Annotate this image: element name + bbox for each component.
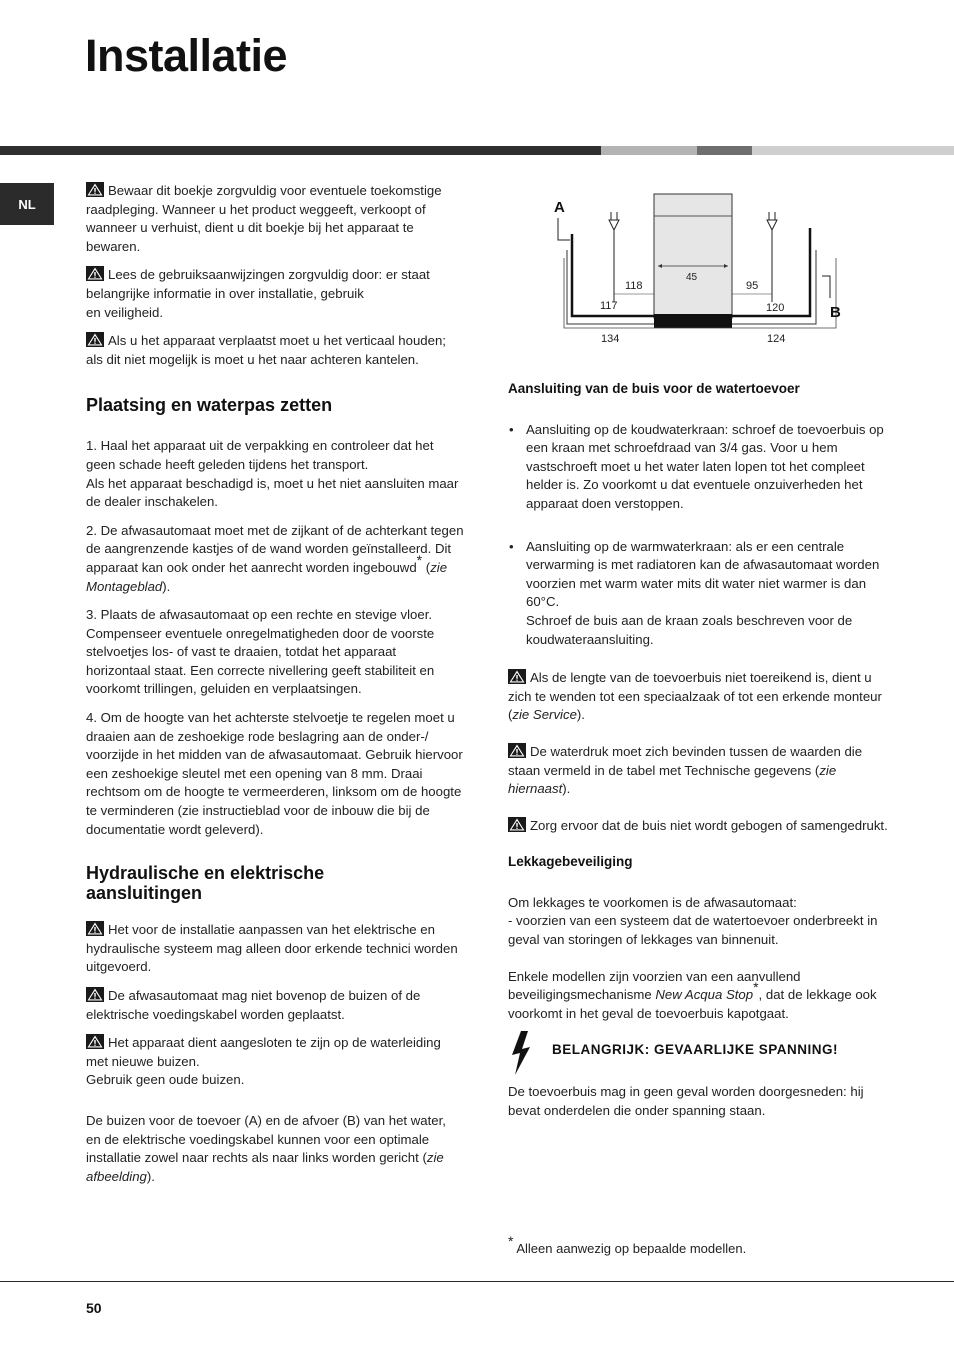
high-voltage-icon bbox=[508, 1029, 534, 1083]
warning-placement bbox=[86, 987, 464, 1024]
asterisk: * bbox=[753, 978, 759, 995]
section-heading-placement: Plaatsing en waterpas zetten bbox=[86, 395, 333, 416]
step-text: 2. De afwasautomaat moet met de zijkant of de achterkant tegen de aangrenzende kastjes of de wand worden geïnstalleerd. Dit apparaat kan ook onder het aanrecht worden ingebouwd bbox=[86, 522, 464, 575]
paragraph-text: , dat de lekkage ook voorkomt in het geval de toevoerbuis kapotgaat. bbox=[508, 987, 877, 1021]
reference-figure: zie afbeelding bbox=[86, 1150, 444, 1184]
reference-mounting-sheet: zie Montageblad bbox=[86, 559, 448, 594]
hoses-direction bbox=[86, 1112, 464, 1186]
page-number: 50 bbox=[86, 1300, 102, 1316]
note-transport bbox=[86, 332, 464, 369]
section-heading-connections: Hydraulische en elektrische aansluitingen bbox=[86, 863, 325, 904]
header-bar-light bbox=[601, 146, 697, 155]
dim-95: 95 bbox=[746, 280, 759, 292]
warning-icon bbox=[86, 182, 104, 197]
list-item-text: Aansluiting op de koudwaterkraan: schroef de toevoerbuis op een kraan met schroefdraad van 3/4 gas. Voor u hem vastschroeft moet u het water laten lopen tot het compleet helder is. Zo voorkomt u dat eventuele onzuiverheden het apparaat doen verstoppen. bbox=[526, 421, 884, 511]
list-item bbox=[508, 538, 888, 650]
installation-diagram bbox=[550, 190, 850, 350]
warning-text: Het apparaat dient aangesloten te zijn op de waterleiding met nieuwe buizen. bbox=[86, 1035, 441, 1069]
right-column bbox=[508, 380, 888, 1130]
warning-text: Gebruik geen oude buizen. bbox=[86, 1072, 245, 1088]
paren-close: ). bbox=[562, 781, 571, 797]
reference-alongside: zie hiernaast bbox=[508, 762, 837, 797]
label-a: A bbox=[554, 199, 565, 216]
header-bar-light-end bbox=[752, 146, 954, 155]
warning-icon bbox=[508, 743, 526, 758]
list-item-text: Aansluiting op de warmwaterkraan: als er een centrale verwarming is met radiatoren kan de afwasautomaat worden voorzien met warm water mits dit water niet warmer is dan 60°C. bbox=[526, 538, 880, 610]
danger-header bbox=[508, 1029, 888, 1083]
step-text: Als het apparaat beschadigd is, moet u het niet aansluiten maar de dealer inschakelen. bbox=[86, 475, 459, 510]
language-tab: NL bbox=[0, 183, 54, 225]
danger-heading: BELANGRIJK: GEVAARLIJKE SPANNING! bbox=[552, 1042, 839, 1058]
footnote bbox=[508, 1232, 747, 1256]
warning-icon bbox=[86, 332, 104, 347]
paragraph-text: - voorzien van een systeem dat de watertoevoer onderbreekt in geval van storingen of lekkages van binnenuit. bbox=[508, 913, 878, 948]
warning-icon bbox=[508, 817, 526, 832]
warning-text: Zorg ervoor dat de buis niet wordt gebogen of samengedrukt. bbox=[530, 817, 888, 833]
step-4: 4. Om de hoogte van het achterste stelvoetje te regelen moet u draaien aan de zeshoekige rode beslagring aan de onder-/ voorzijde in het midden van de afwasautomaat. Gebruik hiervoor een zeshoekige sleutel met een opening van 8 mm. Draai rechtsom om de hoogte te vermeerderen, linksom om de hoogte te verminderen (zie instructieblad voor de inbouw die bij de documentatie wordt geleverd). bbox=[86, 710, 463, 837]
leak-paragraph-2 bbox=[508, 968, 888, 1024]
warning-text: De waterdruk moet zich bevinden tussen de waarden die staan vermeld in de tabel met Technische gegevens ( bbox=[508, 743, 863, 778]
reference-service: zie Service bbox=[512, 707, 577, 723]
leak-paragraph-1 bbox=[508, 894, 888, 950]
paren-close: ). bbox=[576, 707, 585, 723]
paragraph-text: Enkele modellen zijn voorzien van een aanvullend beveiligingsmechanisme bbox=[508, 968, 801, 1003]
warning-icon bbox=[86, 921, 104, 936]
section-heading-water-supply: Aansluiting van de buis voor de watertoevoer bbox=[508, 381, 800, 396]
tap-left-icon bbox=[609, 212, 619, 302]
connection-list bbox=[508, 421, 888, 650]
warning-icon bbox=[86, 987, 104, 1002]
left-column bbox=[86, 182, 464, 1196]
dim-117: 117 bbox=[600, 300, 618, 312]
dim-124: 124 bbox=[767, 333, 786, 345]
note-text: Bewaar dit boekje zorgvuldig voor eventuele toekomstige raadpleging. Wanneer u het product weggeeft, verkoopt of wanneer u verhuist, dient u dit boekje bij het apparaat te bewaren. bbox=[86, 183, 442, 254]
dim-120: 120 bbox=[766, 302, 785, 314]
bullet: • bbox=[509, 421, 514, 437]
note-text: en veiligheid. bbox=[86, 304, 163, 320]
warning-new-hoses bbox=[86, 1034, 464, 1090]
section-heading-leak-protection: Lekkagebeveiliging bbox=[508, 854, 633, 870]
note-text: Als u het apparaat verplaatst moet u het verticaal houden; als dit niet mogelijk is moet u het naar achteren kantelen. bbox=[86, 333, 446, 367]
label-b: B bbox=[830, 304, 841, 321]
bullet: • bbox=[509, 538, 514, 554]
list-item-text: Schroef de buis aan de kraan zoals beschreven voor de koudwateraansluiting. bbox=[526, 612, 853, 647]
header-bar-dark bbox=[0, 146, 601, 155]
dim-134: 134 bbox=[601, 333, 620, 345]
footer-divider bbox=[0, 1281, 954, 1282]
warning-text: Als de lengte van de toevoerbuis niet toereikend is, dient u zich te wenden tot een speciaalzaak of tot een erkende monteur ( bbox=[508, 670, 882, 723]
paragraph-text: De buizen voor de toevoer (A) en de afvoer (B) van het water, en de elektrische voedingskabel kunnen voor een optimale installatie zowel naar rechts als naar links worden gericht ( bbox=[86, 1112, 446, 1166]
list-item bbox=[508, 421, 888, 514]
warning-technicians bbox=[86, 921, 464, 977]
warning-hose-length bbox=[508, 669, 888, 725]
warning-icon bbox=[86, 1034, 104, 1049]
warning-text: De afwasautomaat mag niet bovenop de buizen of de elektrische voedingskabel worden geplaatst. bbox=[86, 988, 421, 1022]
warning-water-pressure bbox=[508, 743, 888, 799]
footnote-text: Alleen aanwezig op bepaalde modellen. bbox=[516, 1241, 747, 1256]
page-title: Installatie bbox=[85, 30, 288, 81]
note-keep-booklet bbox=[86, 182, 464, 256]
step-3: 3. Plaats de afwasautomaat op een rechte en stevige vloer. Compenseer eventuele onregelmatigheden door de voorste stelvoetjes los- of vast te draaien, totdat het apparaat horizontaal staat. Een correcte nivellering geeft stabiliteit en voorkomt trillingen, geluiden en verplaatsingen. bbox=[86, 607, 435, 697]
paren-close: ). bbox=[162, 578, 171, 594]
warning-icon bbox=[508, 669, 526, 684]
danger-text: De toevoerbuis mag in geen geval worden doorgesneden: hij bevat onderdelen die onder spanning staan. bbox=[508, 1084, 864, 1118]
paren-open: ( bbox=[422, 559, 431, 575]
step-1 bbox=[86, 437, 464, 511]
warning-icon bbox=[86, 266, 104, 281]
paragraph-text: Om lekkages te voorkomen is de afwasautomaat: bbox=[508, 894, 797, 910]
step-text: 1. Haal het apparaat uit de verpakking en controleer dat het geen schade heeft geleden tijdens het transport. bbox=[86, 438, 434, 472]
dim-118: 118 bbox=[625, 280, 643, 292]
note-read-instructions bbox=[86, 266, 464, 322]
header-bar-mid bbox=[697, 146, 752, 155]
warning-text: Het voor de installatie aanpassen van het elektrische en hydraulische systeem mag alleen door erkende technici worden uitgevoerd. bbox=[86, 922, 458, 975]
asterisk: * bbox=[416, 551, 423, 568]
tap-right-icon bbox=[767, 212, 777, 302]
note-text: Lees de gebruiksaanwijzingen zorgvuldig door: er staat belangrijke informatie in over installatie, gebruik bbox=[86, 267, 430, 301]
product-name: New Acqua Stop bbox=[655, 987, 754, 1003]
paren-close: ). bbox=[146, 1168, 155, 1184]
hose-layout-drawing bbox=[550, 190, 850, 350]
asterisk: * bbox=[508, 1232, 514, 1249]
step-2 bbox=[86, 522, 464, 596]
dim-width: 45 bbox=[686, 272, 698, 283]
warning-hose-bend bbox=[508, 817, 888, 836]
